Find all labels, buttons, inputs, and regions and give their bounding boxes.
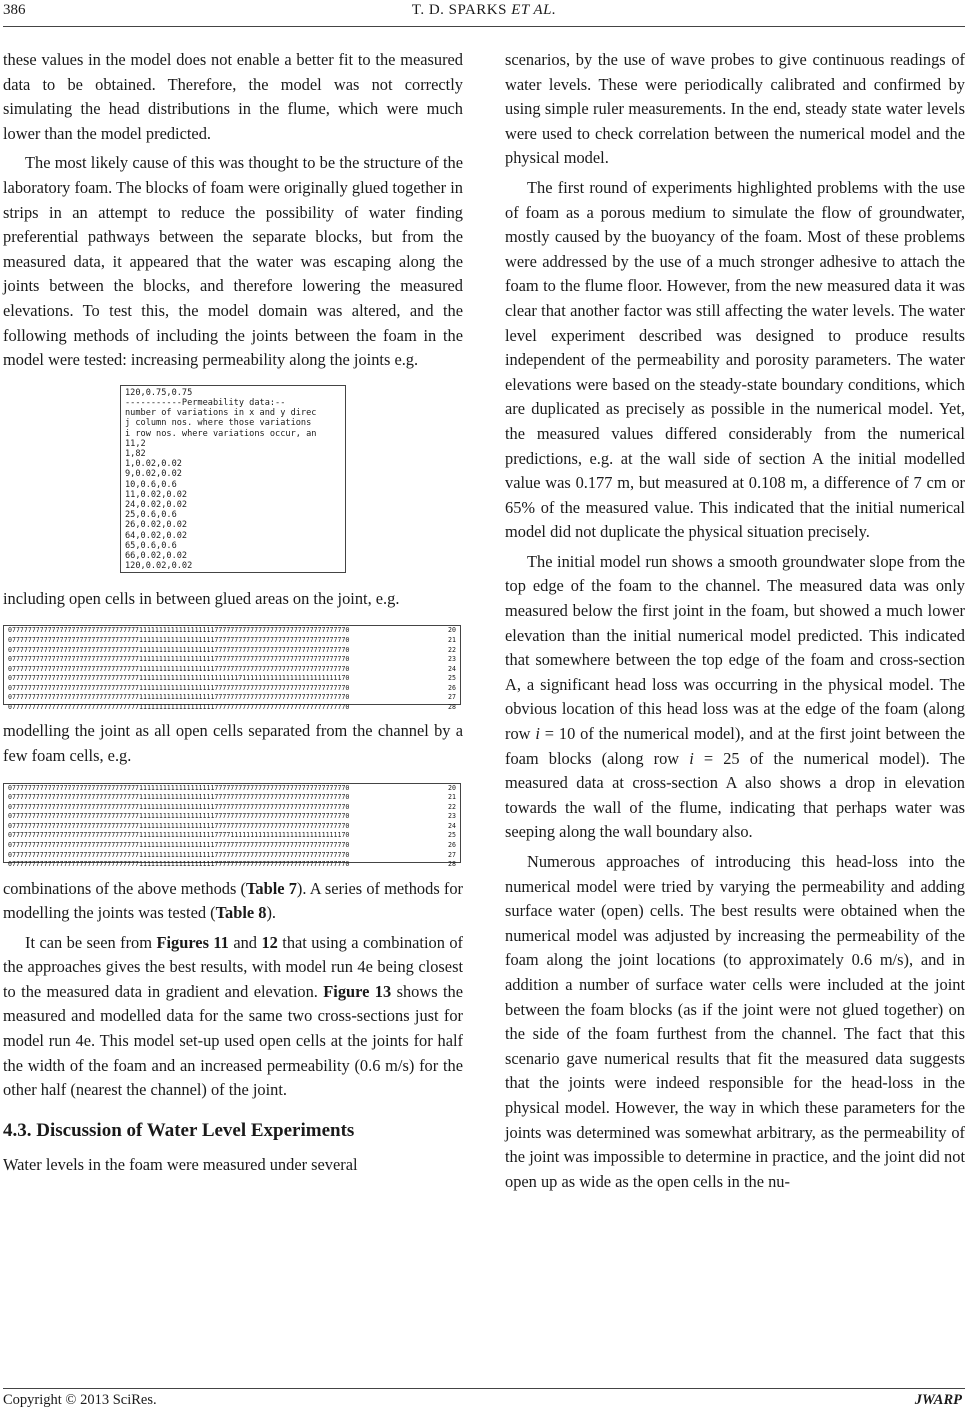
code-line: 24,0.02,0.02: [125, 499, 188, 510]
grid-row: [4, 841, 460, 851]
grid-row: [4, 636, 460, 646]
grid-row: [4, 851, 460, 861]
grid-row-cells: 07777777777777777777777777777777711111111111111111117777777777777777777777777777777770: [8, 841, 350, 850]
code-line: 120,0.75,0.75: [125, 387, 193, 398]
grid-row-number: 23: [448, 655, 456, 664]
grid-row: [4, 793, 460, 803]
paragraph: [505, 850, 965, 1194]
text-run: ).: [266, 903, 277, 923]
grid-row-cells: 07777777777777777777777777777777711111111111111111117777777777777777777777777777777770: [8, 683, 350, 692]
grid-row-cells: 07777777777777777777777777777777711111111111111111117777777777777777777777777777777770: [8, 812, 350, 821]
grid-row-cells: 07777777777777777777777777777777711111111111111111117777111111111111111111111111111170: [8, 831, 350, 840]
grid-row: [4, 674, 460, 684]
grid-row: [4, 693, 460, 703]
grid-row: [4, 822, 460, 832]
text-run: = 10 of the numerical model), and at the first joint between the foam blocks (along row: [505, 724, 965, 768]
grid-row-cells: 07777777777777777777777777777777711111111111111111117777777777777777777777777777777770: [8, 860, 350, 869]
grid-row-cells: 07777777777777777777777777777777711111111111111111117777777777777777777777777777777770: [8, 664, 350, 673]
grid-row-cells: 07777777777777777777777777777777711111111111111111111111117111111111111111111111111170: [8, 674, 350, 683]
paragraph: [505, 550, 965, 845]
grid-row-cells: 07777777777777777777777777777777711111111111111111117777777777777777777777777777777770: [8, 703, 350, 712]
grid-row-number: 22: [448, 802, 456, 811]
paragraph: [3, 931, 463, 1103]
grid-row-cells: 07777777777777777777777777777777711111111111111111117777777777777777777777777777777770: [8, 693, 350, 702]
text-run: that using a combination of the approaches gives the best results, with model run 4e being closest to the measured data in gradient and elevation.: [3, 932, 464, 1001]
running-title-etal: ET AL.: [511, 2, 557, 18]
text-run: ), and in addition a number of surface water cells were included at the joint between the foam blocks (as if the joint were not glued together) on the side of the foam furthest from the channel. The fact that this scenario gave numerical results that fit the measured data suggests that the joints were indeed responsible for the head-loss in the physical model. However, the way in which these parameters for the joints was determined was somewhat arbitrary, as the permeability of the joint was impossible to determine in practice, and the joint did not open up as wide as the open cells in the nu-: [505, 950, 965, 1191]
grid-row-number: 26: [448, 683, 456, 692]
code-line: i row nos. where variations occur, an: [125, 428, 317, 439]
grid-row: [4, 803, 460, 813]
text-run: The initial model run shows a smooth groundwater slope from the top edge of the foam to the channel. The measured data was only measured below the first joint in the foam, but showed a much lower elevation than the initial numerical model predicted. This indicated that somewhere between the top edge of the foam and cross-section A, a significant head loss was occurring in the physical model. The obvious location of this head loss was at the edge of the foam (along row: [505, 551, 965, 744]
math-value: 0.6 m/s: [851, 950, 904, 970]
code-line: 1,82: [125, 448, 146, 459]
grid-row-number: 20: [448, 626, 456, 635]
paragraph: The most likely cause of this was thought to be the structure of the laboratory foam. The blocks of foam were originally glued together in strips in an attempt to reduce the possibility of water finding preferential pathways between the separate blocks, but from the measured data, it appeared that the water was escaping along the joints between the blocks, and therefore lowering the measured elevations. To test this, the model domain was altered, and the following methods of including the joints between the foam in the model were tested: increasing permeability along the joints e.g.: [3, 153, 463, 370]
journal-name: JWARP: [914, 1392, 962, 1408]
paragraph: including open cells in between glued areas on the joint, e.g.: [3, 588, 400, 608]
permeability-data-figure: [120, 385, 346, 573]
paragraph: Water levels in the foam were measured under several: [3, 1155, 358, 1175]
grid-row-number: 22: [448, 645, 456, 654]
code-line: 64,0.02,0.02: [125, 530, 188, 541]
grid-row: [4, 703, 460, 713]
text-run: = 25 of the numerical model). The measured data at cross-section A also shows a drop in elevation towards the wall of the flume, indicating that perhaps water was seeping along the wall boundary also.: [505, 748, 965, 842]
paragraph: scenarios, by the use of wave probes to give continuous readings of water levels. These were periodically calibrated and confirmed by using simple ruler measurements. In the end, steady state water levels were used to check correlation between the numerical model and the physical model.: [505, 50, 965, 168]
grid-row-number: 21: [448, 793, 456, 802]
grid-row-cells: 07777777777777777777777777777777711111111111111111117777777777777777777777777777777770: [8, 783, 350, 792]
copyright-notice: Copyright © 2013 SciRes.: [3, 1392, 157, 1408]
grid-row-cells: 07777777777777777777777777777777711111111111111111117777777777777777777777777777777770: [8, 655, 350, 664]
text-run: Numerous approaches of introducing this head-loss into the numerical model were tried by varying the permeability and adding surface water (open) cells. The best results were obtained when the numerical model was adjusted by increasing the permeability of the foam along the joint locations (to approximately: [505, 852, 965, 970]
grid-row-number: 28: [448, 703, 456, 712]
paragraph: these values in the model does not enable a better fit to the measured data to be obtained. Therefore, the model was not correctly simulating the head distributions in the flume, which were much lower than the model predicted.: [3, 50, 463, 143]
right-column: [505, 48, 965, 1194]
paragraph: modelling the joint as all open cells separated from the channel by a few foam cells, e.g.: [3, 721, 463, 765]
figure-ref: 12: [261, 932, 278, 952]
code-line: 11,2: [125, 438, 146, 449]
grid-row-cells: 07777777777777777777777777777777711111111111111111117777777777777777777777777777777770: [8, 626, 350, 635]
grid-row: [4, 655, 460, 665]
code-line: 66,0.02,0.02: [125, 550, 188, 561]
grid-row: [4, 665, 460, 675]
text-run: combinations of the above methods (: [3, 878, 246, 898]
grid-row-cells: 07777777777777777777777777777777711111111111111111117777777777777777777777777777777770: [8, 793, 350, 802]
grid-row: [4, 831, 460, 841]
code-line: 9,0.02,0.02: [125, 469, 182, 480]
grid-row: [4, 784, 460, 794]
code-line: 25,0.6,0.6: [125, 510, 177, 521]
grid-row: [4, 626, 460, 636]
page-footer: [0, 1388, 968, 1410]
running-header: [0, 0, 968, 30]
code-line: number of variations in x and y direc: [125, 408, 317, 419]
table-ref: Table 8: [215, 903, 267, 923]
running-title: [0, 2, 968, 19]
grid-row-cells: 07777777777777777777777777777777711111111111111111117777777777777777777777777777777770: [8, 821, 350, 830]
code-line: 26,0.02,0.02: [125, 520, 188, 531]
grid-row: [4, 812, 460, 822]
text-run: It can be seen from: [25, 932, 157, 952]
grid-row-number: 23: [448, 812, 456, 821]
text-run: shows the measured and modelled data for the same two cross-sections just for model run 4e. This model set-up used open cells at the joints for half the width of the foam and an increased permeability (0.6 m/s) for the other half (nearest the channel) of the joint.: [3, 981, 463, 1100]
grid-row-cells: 07777777777777777777777777777777711111111111111111117777777777777777777777777777777770: [8, 645, 350, 654]
section-heading: 4.3. Discussion of Water Level Experiments: [3, 1119, 355, 1141]
code-line: -----------Permeability data:--: [125, 397, 286, 408]
left-column: [3, 48, 463, 1178]
math-var: i: [535, 724, 540, 744]
code-line: j column nos. where those variations: [125, 418, 312, 429]
grid-row-number: 24: [448, 821, 456, 830]
footer-rule: [3, 1388, 965, 1389]
grid-row-cells: 07777777777777777777777777777777711111111111111111117777777777777777777777777777777770: [8, 802, 350, 811]
figure-ref: Figures 11: [156, 932, 229, 952]
grid-row-cells: 07777777777777777777777777777777711111111111111111117777777777777777777777777777777770: [8, 635, 350, 644]
running-title-authors: T. D. SPARKS: [411, 2, 507, 18]
code-line: 65,0.6,0.6: [125, 540, 177, 551]
grid-row-number: 28: [448, 860, 456, 869]
figure-ref: Figure 13: [323, 981, 392, 1001]
code-line: 10,0.6,0.6: [125, 479, 177, 490]
grid-row-number: 20: [448, 783, 456, 792]
open-cells-grid-figure: [3, 625, 461, 712]
paragraph: The first round of experiments highlighted problems with the use of foam as a porous medium to simulate the flow of groundwater, mostly caused by the buoyancy of the foam. Most of these problems were addressed by the use of a much stronger adhesive to attach the foam to the flume floor. However, from the new measured data it was clear that another factor was still affecting the water levels. The water level experiment described was designed to produce results independent of the permeability and porosity parameters. The water elevations were based on the steady-state boundary conditions, which are duplicated as precisely as possible in the numerical model. Yet, the measured values differed considerably from the numerical predictions, e.g. at the wall side of section A the initial modelled value was 0.177 m, but measured at 0.108 m, a difference of 7 cm or 65% of the measured value. This indicated that the initial numerical model did not duplicate the physical situation precisely.: [505, 177, 965, 542]
text-run: and: [228, 932, 262, 952]
grid-row: [4, 684, 460, 694]
code-line: 120,0.02,0.02: [125, 561, 193, 572]
joint-open-cells-grid-figure: [3, 783, 461, 869]
grid-row-cells: 07777777777777777777777777777777711111111111111111117777777777777777777777777777777770: [8, 850, 350, 859]
code-line: 1,0.02,0.02: [125, 459, 182, 470]
math-var: i: [689, 748, 694, 768]
header-rule: [3, 26, 965, 27]
grid-row-number: 27: [448, 850, 456, 859]
text-run: ). A series of methods for modelling the joints was tested (: [3, 878, 463, 923]
grid-row-number: 26: [448, 841, 456, 850]
grid-row-number: 27: [448, 693, 456, 702]
grid-row: [4, 646, 460, 656]
grid-row-number: 25: [448, 674, 456, 683]
grid-row-number: 25: [448, 831, 456, 840]
paragraph: [3, 877, 463, 926]
grid-row-number: 21: [448, 635, 456, 644]
code-line: 11,0.02,0.02: [125, 489, 188, 500]
page-number: 386: [3, 2, 26, 18]
table-ref: Table 7: [245, 878, 297, 898]
grid-row: [4, 860, 460, 870]
grid-row-number: 24: [448, 664, 456, 673]
